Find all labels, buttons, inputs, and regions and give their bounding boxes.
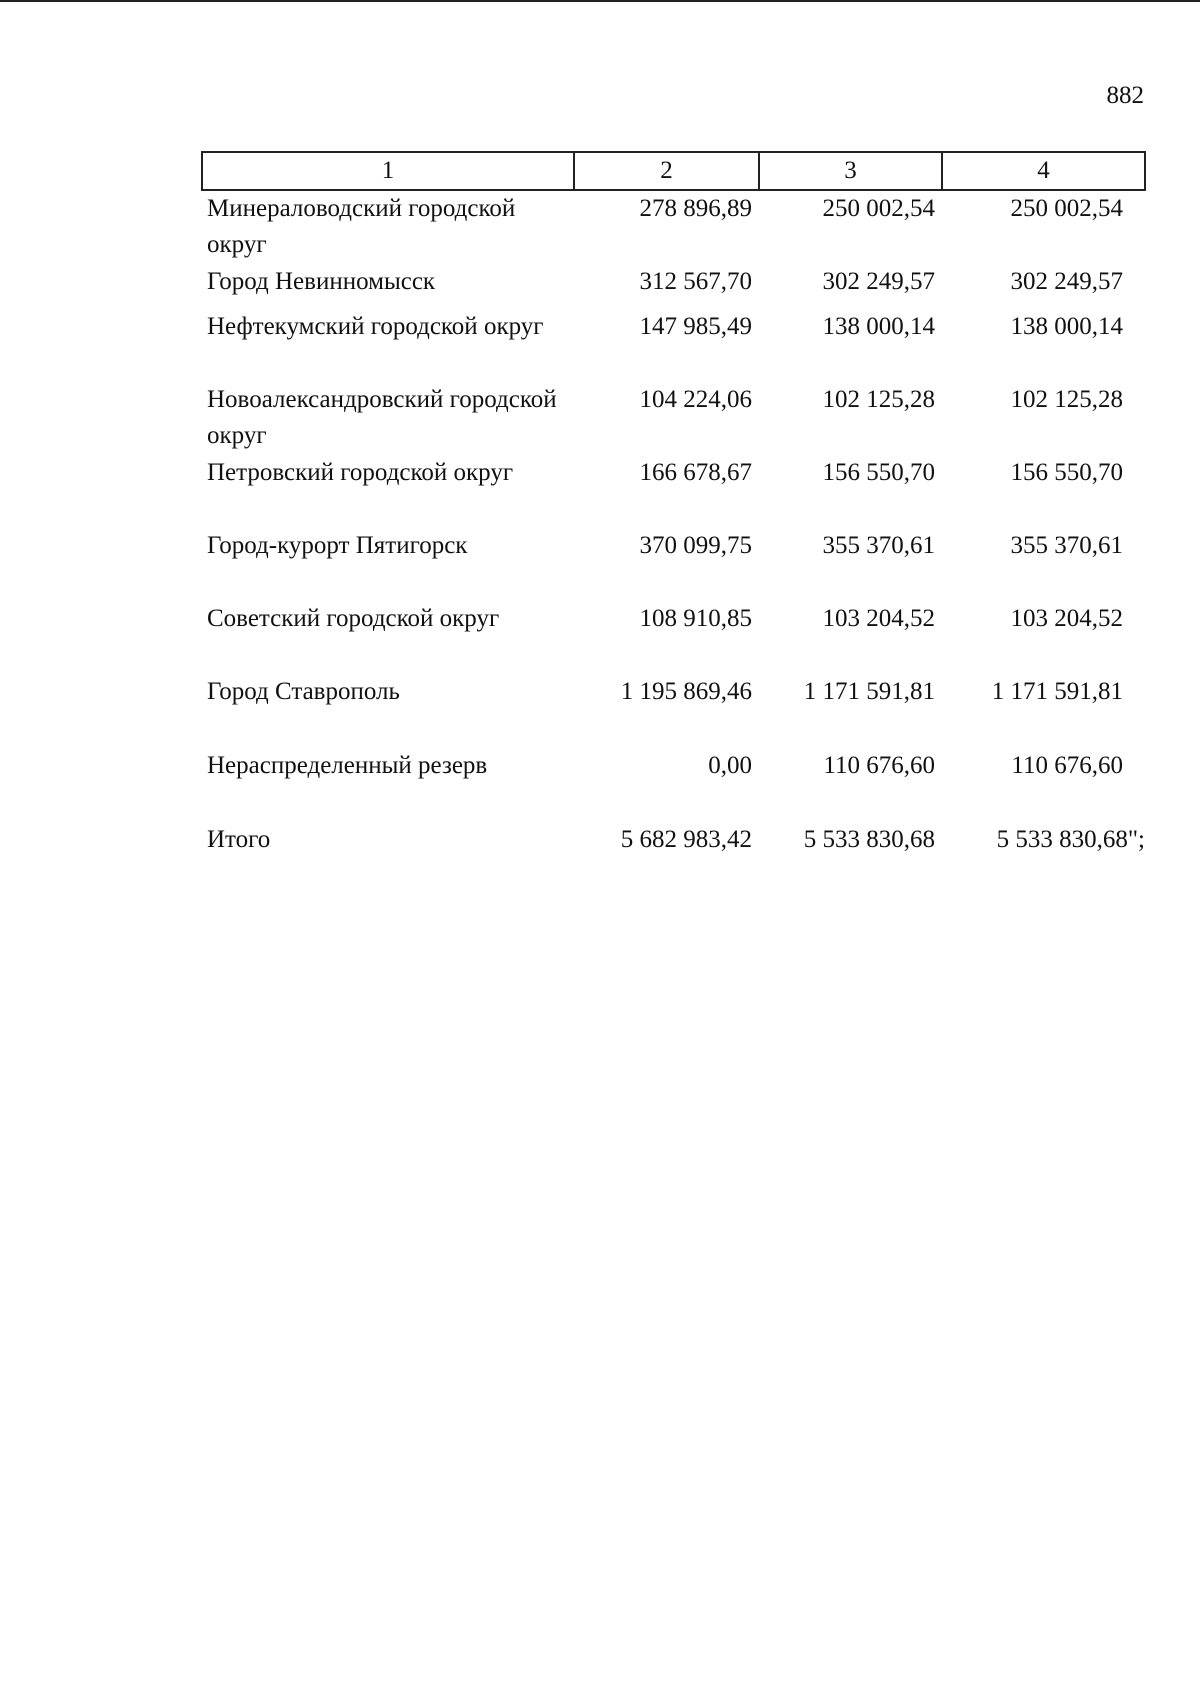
value-col-4: 110 676,60 xyxy=(1011,752,1123,779)
value-col-3: 1 171 591,81 xyxy=(803,678,935,705)
row-name: Город Невинномысск xyxy=(207,268,436,295)
column-header: 4 xyxy=(942,152,1145,190)
page-number: 882 xyxy=(1106,82,1144,109)
table-row xyxy=(202,455,1145,528)
table-row xyxy=(202,674,1145,710)
value-col-4: 138 000,14 xyxy=(1010,313,1123,340)
row-name: Нераспределенный резерв xyxy=(207,752,488,779)
row-name: Новоалександровский городской округ xyxy=(207,386,557,449)
column-header: 1 xyxy=(202,152,574,190)
value-col-2: 312 567,70 xyxy=(639,268,752,295)
column-header: 2 xyxy=(574,152,759,190)
value-col-2: 166 678,67 xyxy=(639,459,752,486)
table-row xyxy=(202,264,1145,309)
table-row xyxy=(202,601,1145,674)
value-col-2: 370 099,75 xyxy=(639,532,752,559)
value-col-4: 250 002,54 xyxy=(1010,195,1123,222)
table-row xyxy=(202,528,1145,601)
value-col-2: 5 682 983,42 xyxy=(620,826,752,853)
value-col-3: 302 249,57 xyxy=(822,268,935,295)
value-col-4: 102 125,28 xyxy=(1010,386,1123,413)
value-col-3: 5 533 830,68 xyxy=(803,826,935,853)
total-row xyxy=(202,822,1145,858)
value-col-2: 1 195 869,46 xyxy=(620,678,752,705)
value-col-3: 102 125,28 xyxy=(822,386,935,413)
value-col-4: 302 249,57 xyxy=(1010,268,1123,295)
value-col-3: 138 000,14 xyxy=(822,313,935,340)
row-spacer xyxy=(202,710,1145,748)
table-header-row xyxy=(202,152,1145,190)
value-col-2: 104 224,06 xyxy=(639,386,752,413)
table-row xyxy=(202,190,1145,264)
value-col-2: 108 910,85 xyxy=(639,605,752,632)
value-col-3: 355 370,61 xyxy=(822,532,935,559)
value-col-3: 250 002,54 xyxy=(822,195,935,222)
value-col-2: 278 896,89 xyxy=(639,195,752,222)
table-row xyxy=(202,748,1145,784)
row-name: Советский городской округ xyxy=(207,605,500,632)
budget-table xyxy=(201,151,1146,858)
row-name: Минераловодский городской округ xyxy=(207,195,516,258)
row-name: Город-курорт Пятигорск xyxy=(207,532,468,559)
row-name: Нефтекумский городской округ xyxy=(207,313,544,340)
top-border-line xyxy=(0,0,1200,2)
row-name: Петровский городской округ xyxy=(207,459,514,486)
value-col-4: 5 533 830,68"; xyxy=(996,826,1145,853)
value-col-3: 103 204,52 xyxy=(822,605,935,632)
value-col-4: 1 171 591,81 xyxy=(991,678,1123,705)
column-header: 3 xyxy=(759,152,942,190)
value-col-4: 103 204,52 xyxy=(1010,605,1123,632)
row-name: Город Ставрополь xyxy=(207,678,400,705)
value-col-2: 0,00 xyxy=(708,752,752,779)
table-row xyxy=(202,382,1145,455)
value-col-4: 355 370,61 xyxy=(1010,532,1123,559)
table-row xyxy=(202,309,1145,382)
value-col-3: 110 676,60 xyxy=(823,752,935,779)
row-spacer xyxy=(202,784,1145,822)
value-col-4: 156 550,70 xyxy=(1010,459,1123,486)
value-col-3: 156 550,70 xyxy=(822,459,935,486)
row-name: Итого xyxy=(207,826,271,853)
value-col-2: 147 985,49 xyxy=(639,313,752,340)
